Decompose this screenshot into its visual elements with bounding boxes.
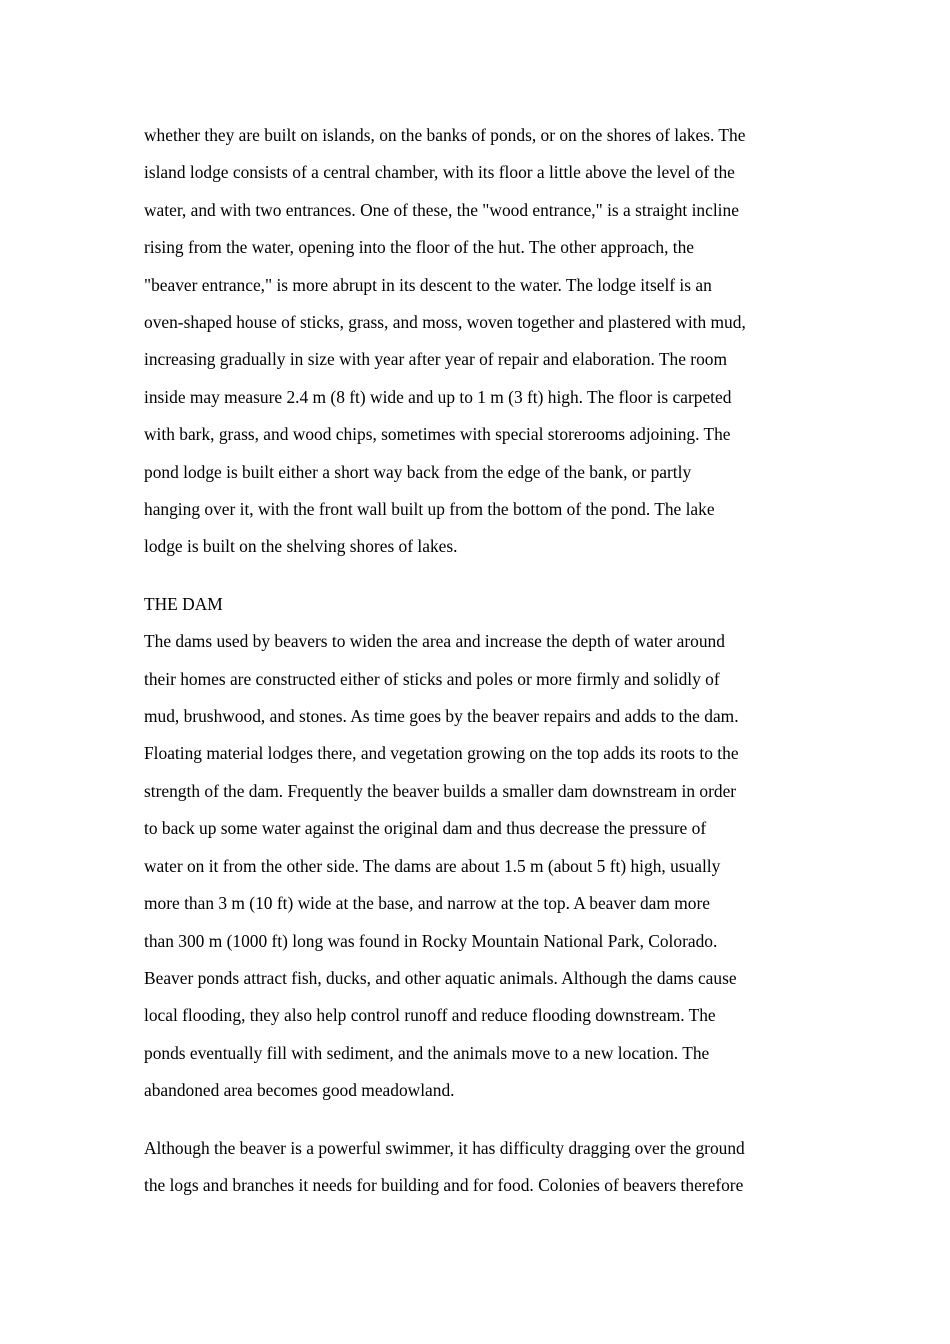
section-heading-the-dam: THE DAM <box>144 593 223 614</box>
paragraph-swimmer: Although the beaver is a powerful swimmer, it has difficulty dragging over the ground the logs and branches it needs for building and for food. Colonies of beavers therefore <box>144 1137 745 1195</box>
paragraph-dam: The dams used by beavers to widen the area and increase the depth of water around their homes are constructed either of sticks and poles or more firmly and solidly of mud, brushwood, and stones. As time goes by the beaver repairs and adds to the dam. Floating material lodges there, and vegetation growing on the top adds its roots to the strength of the dam. Frequently the beaver builds a smaller dam downstream in order to back up some water against the original dam and thus decrease the pressure of water on it from the other side. The dams are about 1.5 m (about 5 ft) high, usually more than 3 m (10 ft) wide at the base, and narrow at the top. A beaver dam more than 300 m (1000 ft) long was found in Rocky Mountain National Park, Colorado. Beaver ponds attract fish, ducks, and other aquatic animals. Although the dams cause local flooding, they also help control runoff and reduce flooding downstream. The ponds eventually fill with sediment, and the animals move to a new location. The abandoned area becomes good meadowland. <box>144 631 739 1101</box>
document-body <box>144 117 812 1204</box>
paragraph-lodges: whether they are built on islands, on the banks of ponds, or on the shores of lakes. The island lodge consists of a central chamber, with its floor a little above the level of the water, and with two entrances. One of these, the "wood entrance," is a straight incline rising from the water, opening into the floor of the hut. The other approach, the "beaver entrance," is more abrupt in its descent to the water. The lodge itself is an oven-shaped house of sticks, grass, and moss, woven together and plastered with mud, increasing gradually in size with year after year of repair and elaboration. The room inside may measure 2.4 m (8 ft) wide and up to 1 m (3 ft) high. The floor is carpeted with bark, grass, and wood chips, sometimes with special storerooms adjoining. The pond lodge is built either a short way back from the edge of the bank, or partly hanging over it, with the front wall built up from the bottom of the pond. The lake lodge is built on the shelving shores of lakes. <box>144 125 746 557</box>
